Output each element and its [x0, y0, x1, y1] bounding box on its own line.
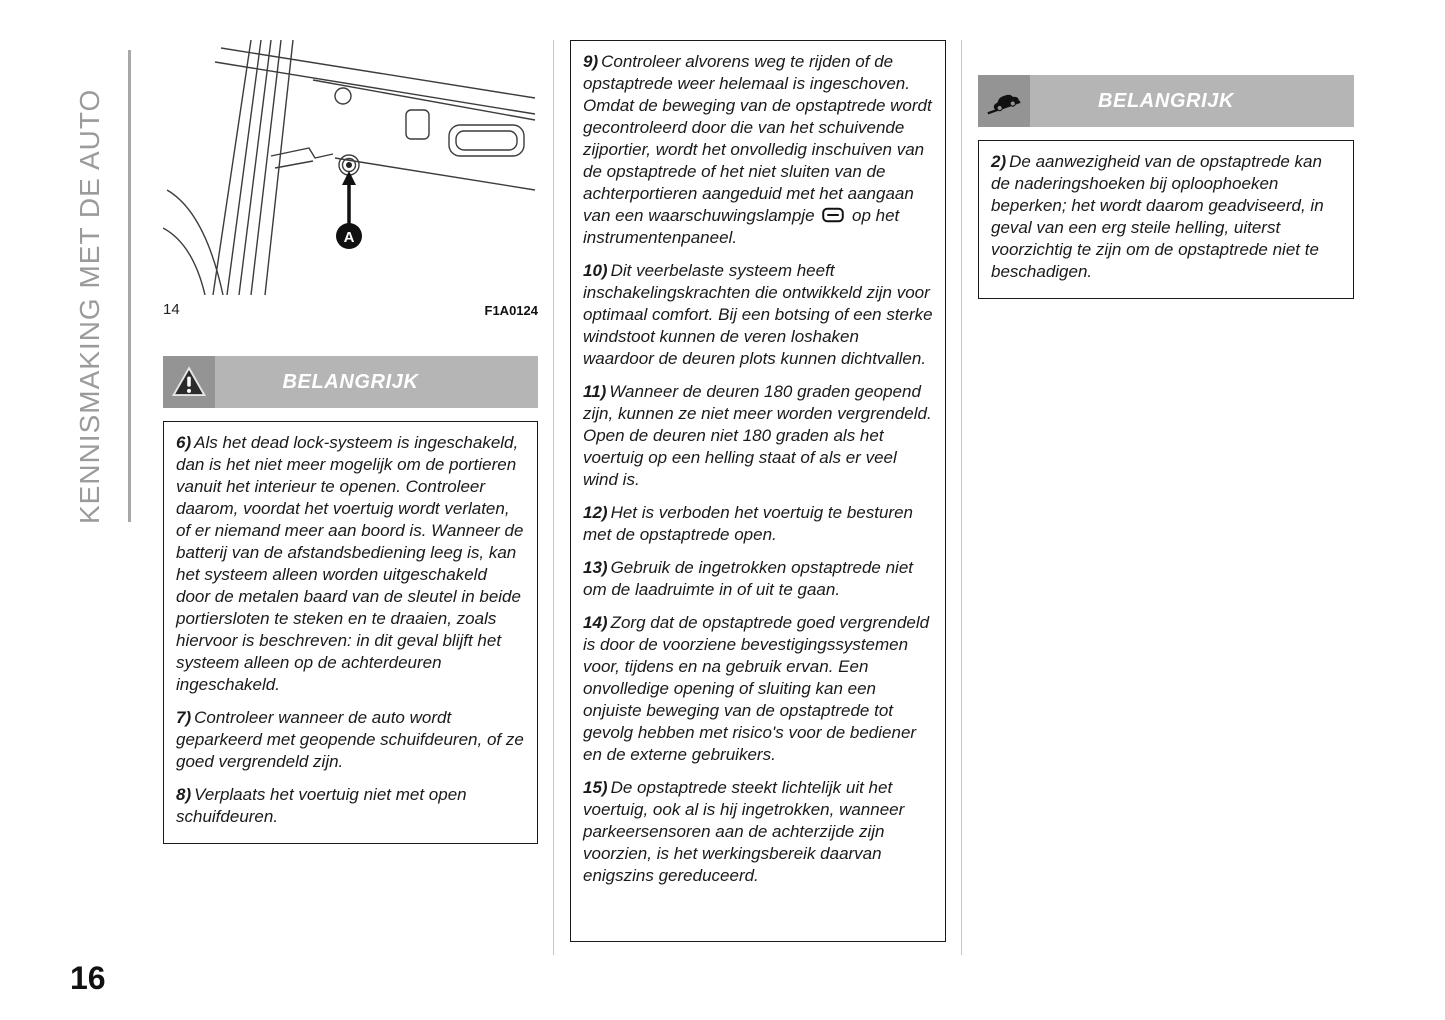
paragraph-number: 6) [176, 433, 192, 452]
paragraph [583, 381, 933, 491]
figure-caption-number: 14 [163, 301, 180, 318]
paragraph [583, 557, 933, 601]
paragraph-number: 12) [583, 503, 608, 522]
paragraph-text: Zorg dat de opstaptrede goed vergrendeld is door de voorziene bevestigingssystemen voor, tijdens en na gebruik ervan. Een onvolledige opening of sluiting kan een onjuiste beweging van de opstaptrede tot gevolg hebben met risico's voor de bediener en de externe gebruikers. [583, 613, 930, 764]
paragraph [583, 777, 933, 887]
chapter-title-vertical: KENNISMAKING MET DE AUTO [74, 88, 105, 524]
paragraph [991, 151, 1341, 283]
svg-text:A: A [343, 229, 355, 246]
paragraph-text: Controleer alvorens weg te rijden of de opstaptrede weer helemaal is ingeschoven. Omdat de beweging van de opstaptrede wordt gecontroleerd door die van het schuivende zijportier, wordt het onvolledig inschuiven van de opstaptrede of het niet sluiten van de achterportieren aangeduid met het aangaan van een waarschuwingslampje [583, 52, 932, 225]
paragraph-number: 7) [176, 708, 192, 727]
warning-title: BELANGRIJK [1097, 89, 1234, 112]
door-ajar-warning-icon [821, 207, 845, 223]
paragraph-number: 15) [583, 778, 608, 797]
figure-door-mechanism [163, 40, 538, 295]
paragraph-text: Verplaats het voertuig niet met open schuifdeuren. [176, 785, 467, 826]
paragraph-text: Het is verboden het voertuig te besturen met de opstaptrede open. [583, 503, 913, 544]
paragraph-number: 11) [583, 382, 607, 401]
paragraph [176, 707, 525, 773]
page-number: 16 [70, 960, 106, 996]
paragraph [583, 51, 933, 249]
column-2 [570, 40, 946, 942]
warning-note-box [978, 140, 1354, 299]
warning-title: BELANGRIJK [282, 370, 419, 393]
warning-note-box [163, 421, 538, 844]
figure-caption-code: F1A0124 [484, 303, 538, 318]
paragraph-number: 13) [583, 558, 608, 577]
paragraph [583, 260, 933, 370]
paragraph-number: 14) [583, 613, 608, 632]
paragraph-text: De opstaptrede steekt lichtelijk uit het voertuig, ook al is hij ingetrokken, wanneer parkeersensoren aan de achterzijde zijn voorzien, is het werkingsbereik daarvan enigszins gereduceerd. [583, 778, 905, 885]
marker-a-badge [336, 223, 362, 249]
paragraph-text: Dit veerbelaste systeem heeft inschakelingskrachten die ontwikkeld zijn voor optimaal comfort. Bij een botsing of een sterke windstoot kunnen de veren loshaken waardoor de deuren plots kunnen dichtvallen. [583, 261, 933, 368]
paragraph-text: Controleer wanneer de auto wordt geparkeerd met geopende schuifdeuren, of ze goed vergrendeld zijn. [176, 708, 524, 771]
figure-captions [163, 301, 538, 318]
paragraph-number: 10) [583, 261, 608, 280]
column-divider [553, 40, 554, 955]
car-on-slope-icon [978, 75, 1030, 127]
paragraph-text: Wanneer de deuren 180 graden geopend zijn, kunnen ze niet meer worden vergrendeld. Open de deuren niet 180 graden als het voertuig op een helling staat of als er veel wind is. [583, 382, 932, 489]
paragraph-text: op het instrumentenpaneel. [583, 206, 900, 247]
paragraph [583, 612, 933, 766]
column-3 [978, 75, 1354, 299]
warning-banner [163, 356, 538, 408]
paragraph [176, 432, 525, 696]
paragraph [176, 784, 525, 828]
warning-note-box [570, 40, 946, 942]
chapter-title-rule [128, 50, 131, 522]
paragraph-number: 9) [583, 52, 599, 71]
paragraph-number: 8) [176, 785, 192, 804]
column-divider [961, 40, 962, 955]
paragraph-number: 2) [991, 152, 1007, 171]
paragraph [583, 502, 933, 546]
warning-triangle-icon [163, 356, 215, 408]
door-mechanism-line-art [163, 40, 538, 295]
warning-banner [978, 75, 1354, 127]
column-1 [163, 40, 538, 844]
paragraph-text: Als het dead lock-systeem is ingeschakeld, dan is het niet meer mogelijk om de portieren vanuit het interieur te openen. Controleer daarom, voordat het voertuig wordt verlaten, of er niemand meer aan boord is. Wanneer de batterij van de afstandsbediening leeg is, kan het systeem alleen worden uitgeschakeld door de metalen baard van de sleutel in beide portiersloten te steken en te draaien, zoals hiervoor is beschreven: in dit geval blijft het systeem alleen op de achterdeuren ingeschakeld. [176, 433, 524, 694]
paragraph-text: De aanwezigheid van de opstaptrede kan de naderingshoeken bij oploophoeken beperken; het wordt daarom geadviseerd, in geval van een erg steile helling, uiterst voorzichtig te zijn om de opstaptrede niet te beschadigen. [991, 152, 1324, 281]
paragraph-text: Gebruik de ingetrokken opstaptrede niet om de laadruimte in of uit te gaan. [583, 558, 913, 599]
